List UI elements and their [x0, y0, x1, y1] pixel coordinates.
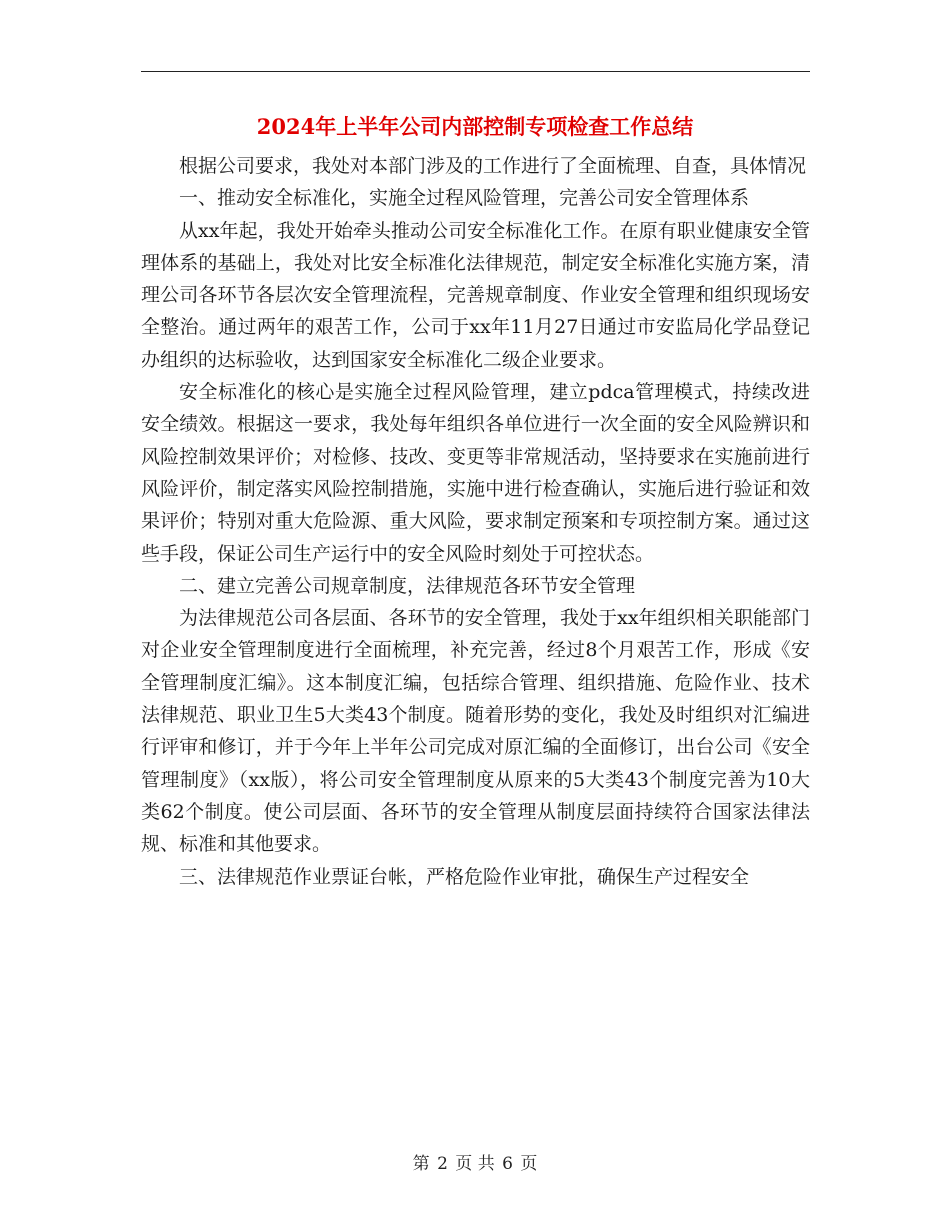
intro-paragraph: 根据公司要求，我处对本部门涉及的工作进行了全面梳理、自查，具体情况 [179, 155, 807, 177]
body-paragraph: 安全标准化的核心是实施全过程风险管理，建立pdca管理模式，持续改进安全绩效。根据这一要求，我处每年组织各单位进行一次全面的安全风险辨识和风险控制效果评价；对检修、技改、变更等非常规活动，坚持要求在实施前进行风险评价，制定落实风险控制措施，实施中进行检查确认，实施后进行验证和效果评价；特别对重大危险源、重大风险，要求制定预案和专项控制方案。通过这些手段，保证公司生产运行中的安全风险时刻处于可控状态。 [141, 381, 810, 565]
document-title: 2024年上半年公司内部控制专项检查工作总结 [256, 114, 694, 139]
total-pages-number: 6 [502, 1154, 513, 1174]
body-paragraph: 为法律规范公司各层面、各环节的安全管理，我处于xx年组织相关职能部门对企业安全管理制度进行全面梳理，补充完善，经过8个月艰苦工作，形成《安全管理制度汇编》。这本制度汇编，包括综合管理、组织措施、危险作业、技术法律规范、职业卫生5大类43个制度。随着形势的变化，我处及时组织对汇编进行评审和修订，并于今年上半年公司完成对原汇编的全面修订，出台公司《安全管理制度》（xx版），将公司安全管理制度从原来的5大类43个制度完善为10大类62个制度。使公司层面、各环节的安全管理从制度层面持续符合国家法律法规、标准和其他要求。 [141, 607, 810, 856]
current-page-number: 2 [437, 1154, 448, 1174]
header-rule [141, 71, 810, 72]
section-heading-2: 二、建立完善公司规章制度，法律规范各环节安全管理 [179, 574, 636, 597]
footer-middle: 页 共 [455, 1154, 495, 1174]
footer-prefix: 第 [412, 1154, 430, 1174]
section-heading-1: 一、推动安全标准化，实施全过程风险管理，完善公司安全管理体系 [179, 187, 750, 210]
page-footer [0, 1152, 950, 1176]
footer-suffix: 页 [520, 1154, 538, 1174]
body-paragraph: 从xx年起，我处开始牵头推动公司安全标准化工作。在原有职业健康安全管理体系的基础上，我处对比安全标准化法律规范，制定安全标准化实施方案，清理公司各环节各层次安全管理流程，完善规章制度、作业安全管理和组织现场安全整治。通过两年的艰苦工作，公司于xx年11月27日通过市安监局化学品登记办组织的达标验收，达到国家安全标准化二级企业要求。 [141, 219, 810, 371]
section-heading-3: 三、法律规范作业票证台帐，严格危险作业审批，确保生产过程安全 [179, 865, 750, 888]
document-body [141, 150, 810, 893]
